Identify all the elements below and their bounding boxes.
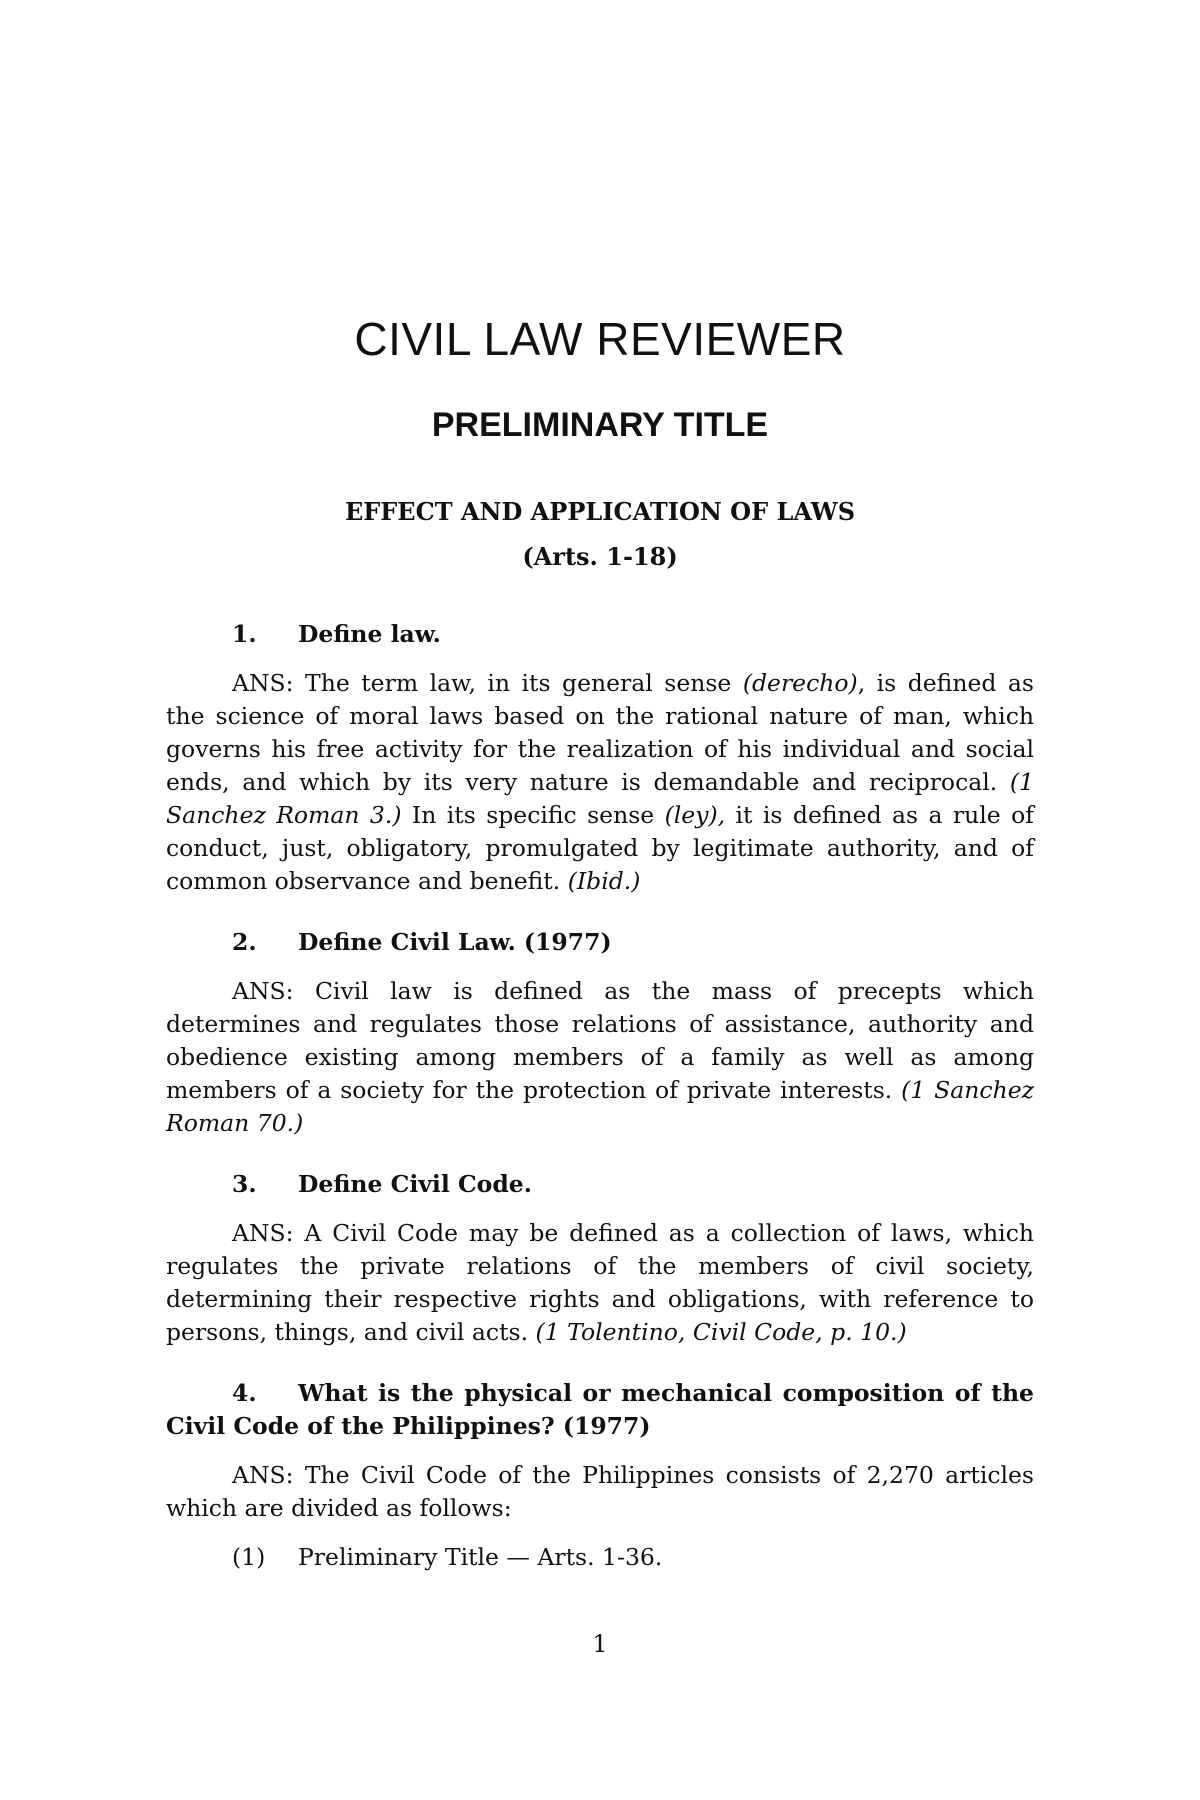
question-number: 4.: [232, 1379, 257, 1407]
question: [166, 926, 1034, 959]
qa-item: [166, 1168, 1034, 1349]
question-number: 1.: [232, 620, 257, 648]
answer: [166, 667, 1034, 898]
answer-text: , is defined as the science of moral laws based on the rational nature of man, which governs his free activity for the realization of his individual and social ends, and which by its very nature is demandable and reciprocal.: [166, 669, 1034, 796]
list-item: [232, 1541, 1034, 1574]
answer-citation: (1 Sanchez Roman 70.): [166, 1076, 1035, 1137]
answer-text: ANS: The Civil Code of the Philippines consists of 2,270 articles which are divided as follows:: [166, 1461, 1034, 1522]
answer-text: ANS: Civil law is defined as the mass of precepts which determines and regulates those relations of assistance, authority and obedience existing among members of a family as well as among members of a society for the protection of private interests.: [166, 977, 1034, 1104]
page-number: 1: [592, 1630, 608, 1658]
qa-item: [166, 1377, 1034, 1574]
chapter-title: EFFECT AND APPLICATION OF LAWS: [344, 497, 856, 526]
qa-item: [166, 618, 1034, 898]
question-text: Define Civil Code.: [298, 1170, 532, 1198]
question: [166, 1168, 1034, 1201]
answer-citation: (1 Tolentino, Civil Code, p. 10.): [535, 1318, 907, 1346]
part-title: PRELIMINARY TITLE: [431, 406, 769, 444]
answer-text: ANS: The term law, in its general sense: [232, 669, 743, 697]
question-text: Define Civil Law. (1977): [298, 928, 612, 956]
answer: [166, 1217, 1034, 1349]
question-text: Define law.: [298, 620, 441, 648]
qa-item: [166, 926, 1034, 1140]
book-title: CIVIL LAW REVIEWER: [354, 313, 846, 365]
answer-citation: (1 Sanchez Roman 3.): [166, 768, 1034, 829]
question: [166, 618, 1034, 651]
question-number: 3.: [232, 1170, 257, 1198]
answer-text: ANS: A Civil Code may be defined as a collection of laws, which regulates the private relations of the members of civil society, determining their respective rights and obligations, with reference to persons, things, and civil acts.: [166, 1219, 1034, 1346]
answer: [166, 975, 1034, 1140]
question-text: What is the physical or mechanical composition of the Civil Code of the Philippines? (1977): [166, 1379, 1034, 1440]
answer-term: (derecho): [742, 669, 858, 697]
answer: [166, 1459, 1034, 1525]
document-body: [166, 618, 1034, 1574]
answer-text: it is defined as a rule of conduct, just, obligatory, promulgated by legitimate authority, and of common observance and benefit.: [166, 801, 1034, 895]
list-item-text: Preliminary Title — Arts. 1-36.: [298, 1543, 663, 1571]
question: [166, 1377, 1034, 1443]
question-number: 2.: [232, 928, 257, 956]
answer-term: (ley),: [664, 801, 726, 829]
answer-citation: (Ibid.): [567, 867, 641, 895]
chapter-articles-range: (Arts. 1-18): [522, 542, 678, 571]
answer-text: In its specific sense: [401, 801, 665, 829]
list-item-number: (1): [232, 1543, 266, 1571]
